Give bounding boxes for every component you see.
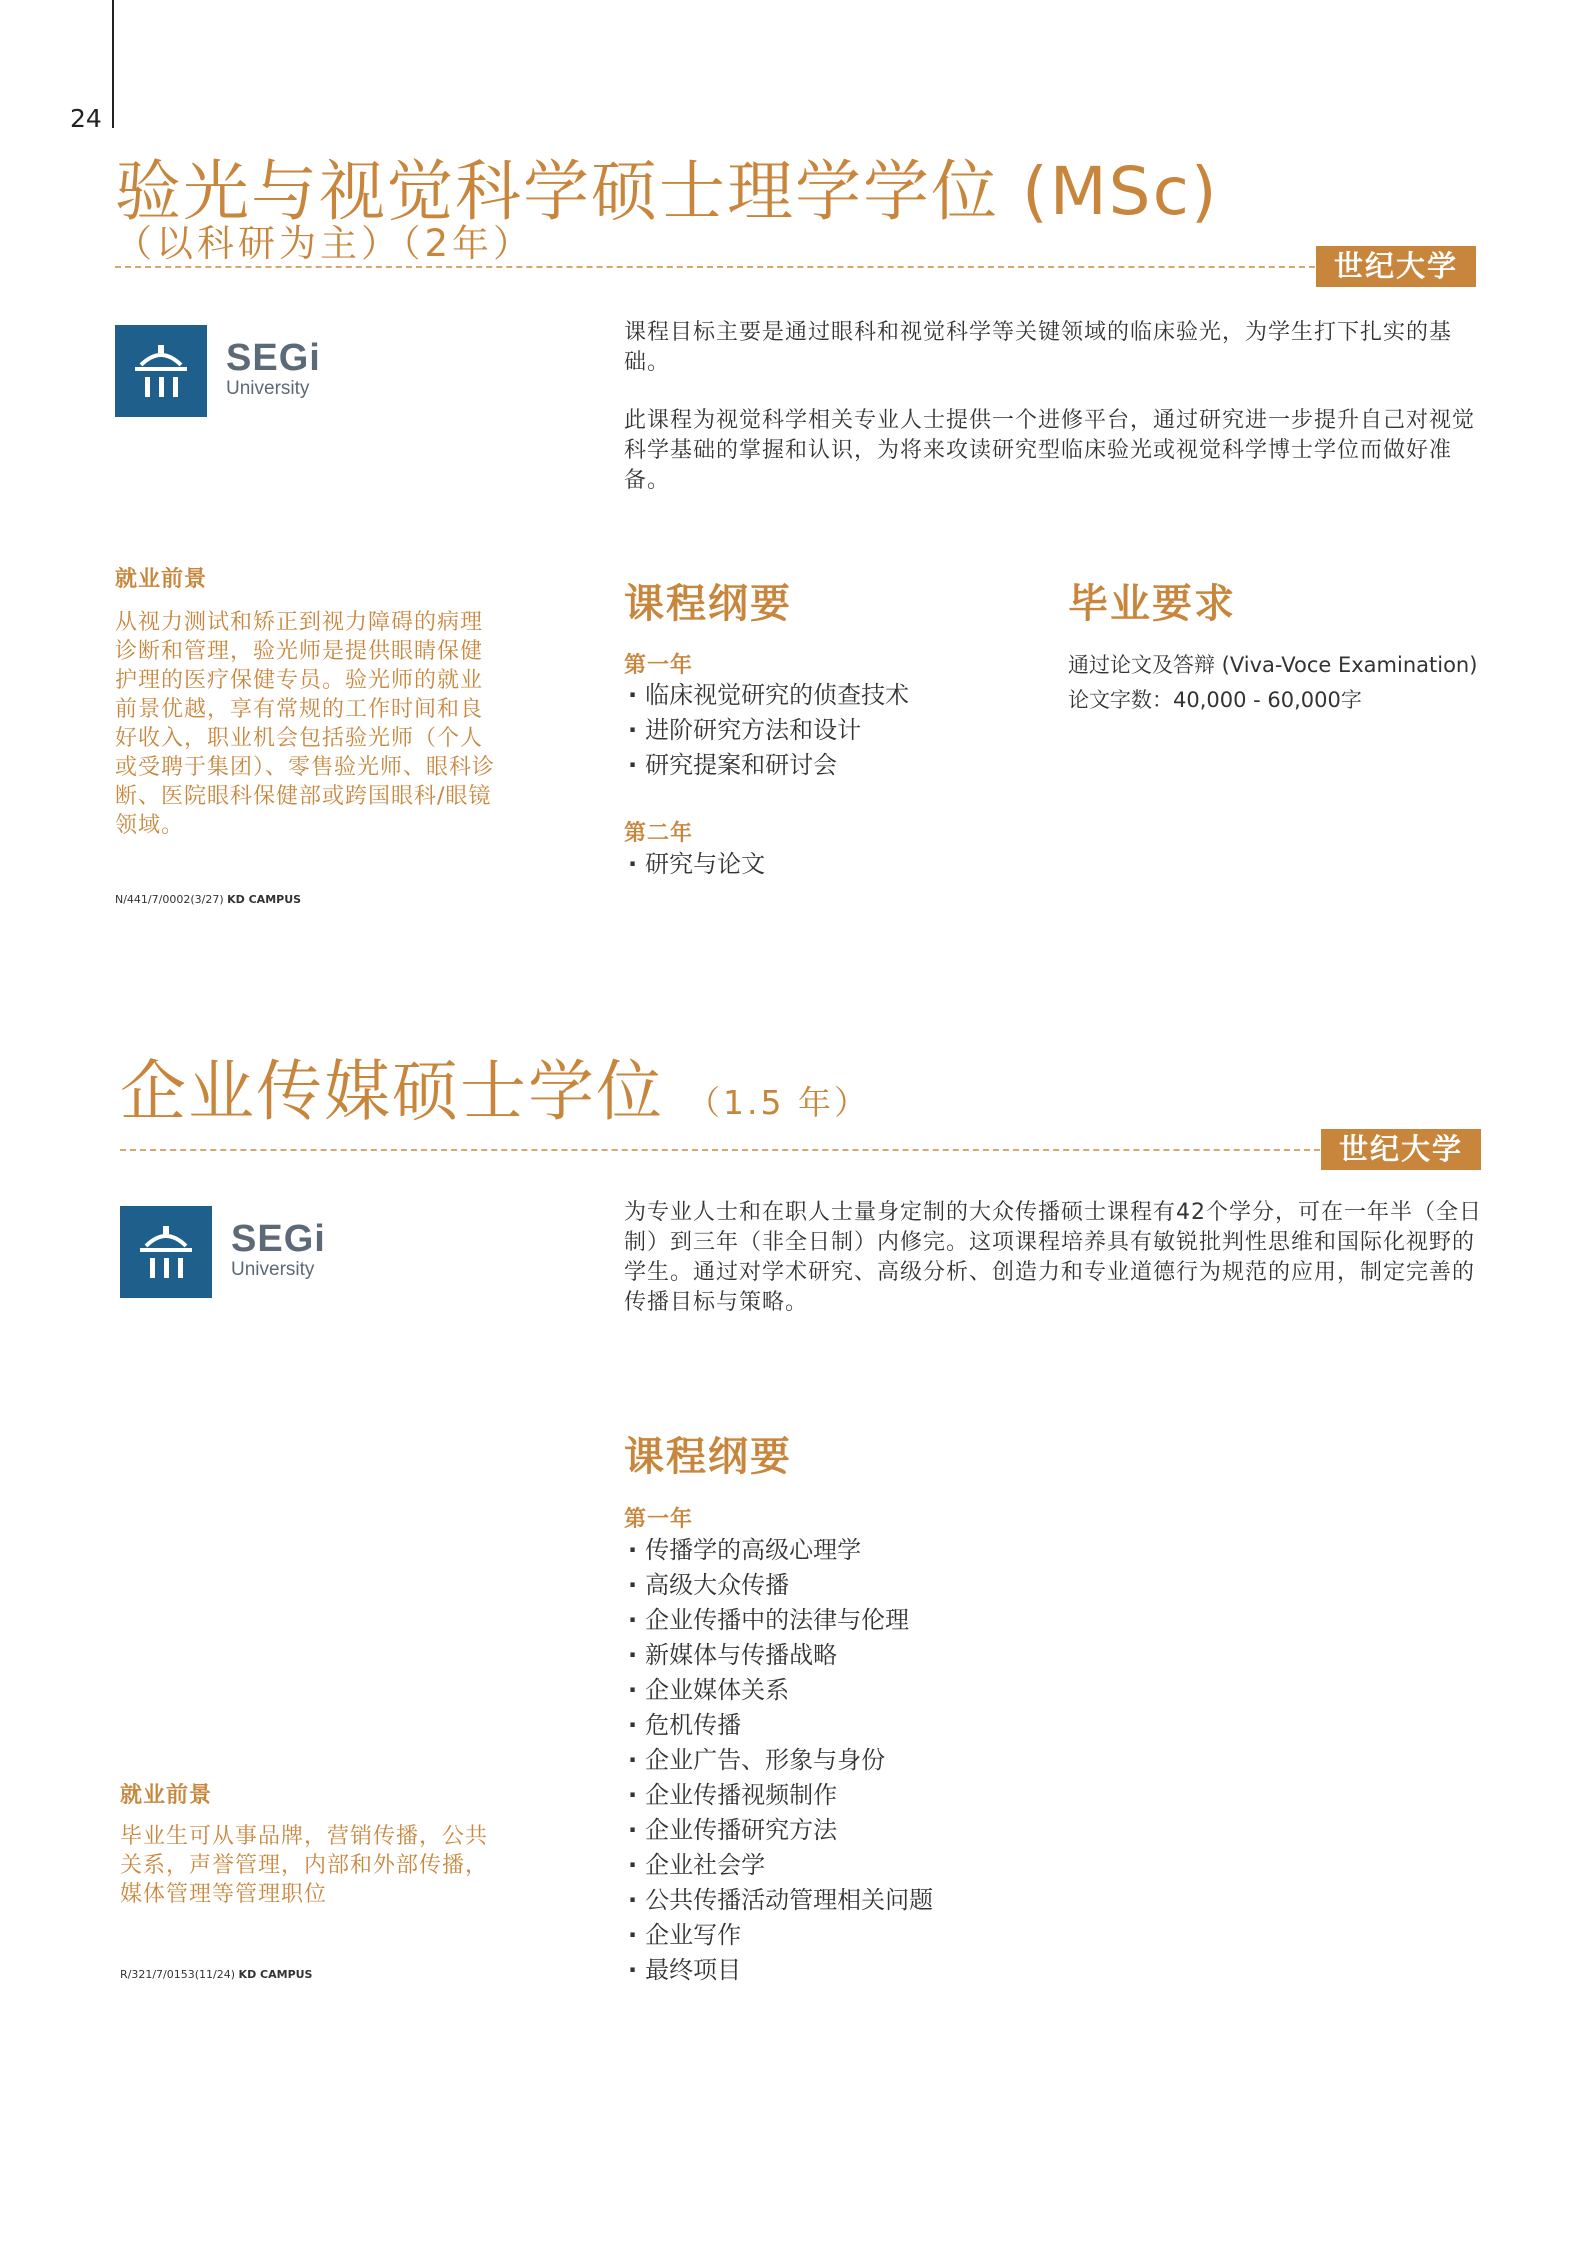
logo-name: SEGi — [231, 1218, 326, 1260]
section2-title-suffix: （1.5 年） — [686, 1083, 870, 1122]
segi-logo — [115, 325, 207, 417]
list-item: · 企业媒体关系 — [628, 1673, 933, 1708]
section1-year2-label: 第二年 — [624, 821, 694, 846]
segi-logo-wordmark — [231, 1219, 326, 1281]
segi-logo-wordmark — [226, 338, 321, 400]
list-item: · 公共传播活动管理相关问题 — [628, 1883, 933, 1918]
list-item: · 高级大众传播 — [628, 1568, 933, 1603]
list-item: · 企业传播研究方法 — [628, 1813, 933, 1848]
list-item: · 企业传播视频制作 — [628, 1778, 933, 1813]
list-item: · 研究与论文 — [628, 847, 765, 882]
section1-university-tag: 世纪大学 — [1316, 246, 1476, 287]
reg-ref: R/321/7/0153(11/24) — [120, 1968, 236, 1981]
logo-sub: University — [226, 378, 310, 399]
section1-title: 验光与视觉科学硕士理学学位 (MSc) — [115, 153, 1219, 230]
intro-paragraph: 课程目标主要是通过眼科和视觉科学等关键领域的临床验光，为学生打下扎实的基础。 — [624, 320, 1453, 375]
list-item: · 临床视觉研究的侦查技术 — [628, 678, 909, 713]
list-item: · 研究提案和研讨会 — [628, 748, 909, 783]
list-item: · 新媒体与传播战略 — [628, 1638, 933, 1673]
section1-reg-code — [115, 893, 301, 906]
section2-divider — [120, 1149, 1320, 1151]
section1-year1-label: 第一年 — [624, 653, 694, 678]
list-item: · 企业社会学 — [628, 1848, 933, 1883]
section2-university-tag: 世纪大学 — [1321, 1129, 1481, 1170]
section2-career-heading: 就业前景 — [120, 1783, 213, 1808]
section2-reg-code — [120, 1968, 312, 1981]
list-item: · 企业写作 — [628, 1918, 933, 1953]
page-number: 24 — [70, 104, 102, 133]
margin-rule — [112, 0, 114, 128]
list-item: · 企业广告、形象与身份 — [628, 1743, 933, 1778]
section1-intro — [624, 318, 1486, 524]
section1-career-text: 从视力测试和矫正到视力障碍的病理诊断和管理，验光师是提供眼睛保健护理的医疗保健专员。验光师的就业前景优越，享有常规的工作时间和良好收入，职业机会包括验光师（个人或受聘于集团）、零售验光师、眼科诊断、医院眼科保健部或跨国眼科/眼镜领域。 — [115, 610, 496, 838]
list-item: · 危机传播 — [628, 1708, 933, 1743]
section1-year2-list — [628, 847, 765, 882]
building-icon — [120, 1206, 212, 1298]
section2-title — [120, 1038, 870, 1133]
list-item: · 进阶研究方法和设计 — [628, 713, 909, 748]
section2-intro: 为专业人士和在职人士量身定制的大众传播硕士课程有42个学分，可在一年半（全日制）到三年（非全日制）内修完。这项课程培养具有敏锐批判性思维和国际化视野的学生。通过对学术研究、高级分析、创造力和专业道德行为规范的应用，制定完善的传播目标与策略。 — [624, 1200, 1482, 1315]
section1-syllabus-heading: 课程纲要 — [624, 581, 792, 627]
section2-syllabus-heading: 课程纲要 — [624, 1434, 792, 1480]
section2-career-text: 毕业生可从事品牌，营销传播，公共关系，声誉管理，内部和外部传播，媒体管理等管理职位 — [120, 1824, 489, 1907]
logo-name: SEGi — [226, 337, 321, 379]
graduation-line-2: 论文字数：40,000 - 60,000字 — [1068, 688, 1362, 712]
section1-subtitle: （以科研为主）（2年） — [115, 222, 535, 265]
reg-campus: KD CAMPUS — [238, 1968, 313, 1981]
graduation-line-1: 通过论文及答辩 (Viva-Voce Examination) — [1068, 653, 1478, 677]
section1-divider — [115, 266, 1315, 268]
intro-paragraph: 此课程为视觉科学相关专业人士提供一个进修平台，通过研究进一步提升自己对视觉科学基础的掌握和认识，为将来攻读研究型临床验光或视觉科学博士学位而做好准备。 — [624, 408, 1476, 493]
segi-logo — [120, 1206, 212, 1298]
section2-title-main: 企业传媒硕士学位 — [120, 1053, 664, 1130]
reg-ref: N/441/7/0002(3/27) — [115, 893, 224, 906]
section1-career-heading: 就业前景 — [115, 567, 208, 592]
logo-sub: University — [231, 1259, 315, 1280]
reg-campus: KD CAMPUS — [227, 893, 302, 906]
list-item: · 企业传播中的法律与伦理 — [628, 1603, 933, 1638]
section1-year1-list — [628, 678, 909, 783]
building-icon — [115, 325, 207, 417]
section2-year1-list — [628, 1533, 933, 1988]
graduation-heading: 毕业要求 — [1068, 581, 1236, 627]
list-item: · 最终项目 — [628, 1953, 933, 1988]
list-item: · 传播学的高级心理学 — [628, 1533, 933, 1568]
section2-year1-label: 第一年 — [624, 1507, 694, 1532]
